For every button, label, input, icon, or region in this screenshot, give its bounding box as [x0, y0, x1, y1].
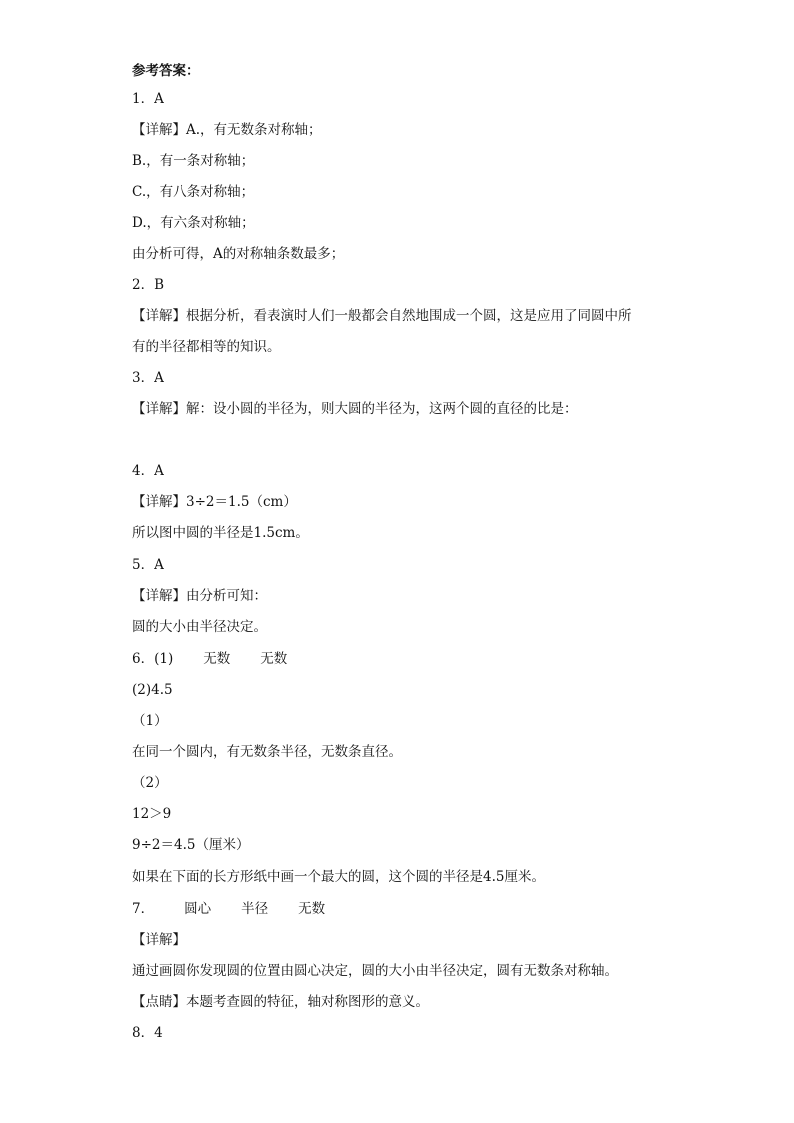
answer-3-detail: 【详解】解：设小圆的半径为，则大圆的半径为，这两个圆的直径的比是： — [132, 401, 578, 417]
answer-7-blank-1: 圆心 — [184, 901, 212, 917]
answer-6 — [132, 650, 287, 668]
answer-5: 5．A — [132, 557, 164, 573]
answer-5-conclusion: 圆的大小由半径决定。 — [132, 619, 267, 635]
answer-6-conclusion: 如果在下面的长方形纸中画一个最大的圆，这个圆的半径是4.5厘米。 — [132, 869, 545, 885]
answer-4-detail: 【详解】3÷2＝1.5（cm） — [132, 494, 297, 510]
answer-6-sub-2: （2） — [132, 775, 168, 791]
answer-6-part-2: (2)4.5 — [132, 682, 173, 698]
answer-7-detail: 通过画圆你发现圆的位置由圆心决定，圆的大小由半径决定，圆有无数条对称轴。 — [132, 963, 618, 979]
answer-1-option-b: B.，有一条对称轴； — [132, 153, 255, 169]
answer-1: 1．A — [132, 91, 164, 107]
answer-1-option-d: D.，有六条对称轴； — [132, 215, 255, 231]
answer-7-blank-2: 半径 — [241, 901, 269, 917]
answer-1-conclusion: 由分析可得，A的对称轴条数最多； — [132, 246, 345, 262]
answer-1-detail: 【详解】A.，有无数条对称轴； — [132, 122, 322, 138]
answer-7-label: 7． — [132, 901, 155, 917]
answer-7 — [132, 900, 325, 918]
answer-7-comment: 【点睛】本题考查圆的特征，轴对称图形的意义。 — [132, 994, 429, 1010]
answer-6-comparison: 12＞9 — [132, 806, 172, 822]
answer-2-detail-cont: 有的半径都相等的知识。 — [132, 339, 281, 355]
answer-6-calculation: 9÷2＝4.5（厘米） — [132, 837, 250, 853]
answer-6-label: 6．(1) — [132, 651, 174, 667]
answer-6-blank-2: 无数 — [260, 651, 288, 667]
answer-2: 2．B — [132, 277, 165, 293]
answer-5-detail: 【详解】由分析可知： — [132, 588, 267, 604]
answer-7-detail-heading: 【详解】 — [132, 932, 186, 948]
answer-3: 3．A — [132, 370, 164, 386]
answer-7-blank-3: 无数 — [298, 901, 326, 917]
answer-6-sub-1: （1） — [132, 713, 168, 729]
answer-6-blank-1: 无数 — [203, 651, 231, 667]
answer-1-option-c: C.，有八条对称轴； — [132, 184, 255, 200]
answer-6-sub-1-detail: 在同一个圆内，有无数条半径，无数条直径。 — [132, 744, 402, 760]
answer-4-conclusion: 所以图中圆的半径是1.5cm。 — [132, 525, 309, 541]
answer-8: 8．4 — [132, 1025, 163, 1041]
answer-2-detail: 【详解】根据分析，看表演时人们一般都会自然地围成一个圆，这是应用了同圆中所 — [132, 308, 632, 324]
answer-4: 4．A — [132, 463, 164, 479]
answer-title: 参考答案： — [132, 63, 200, 79]
